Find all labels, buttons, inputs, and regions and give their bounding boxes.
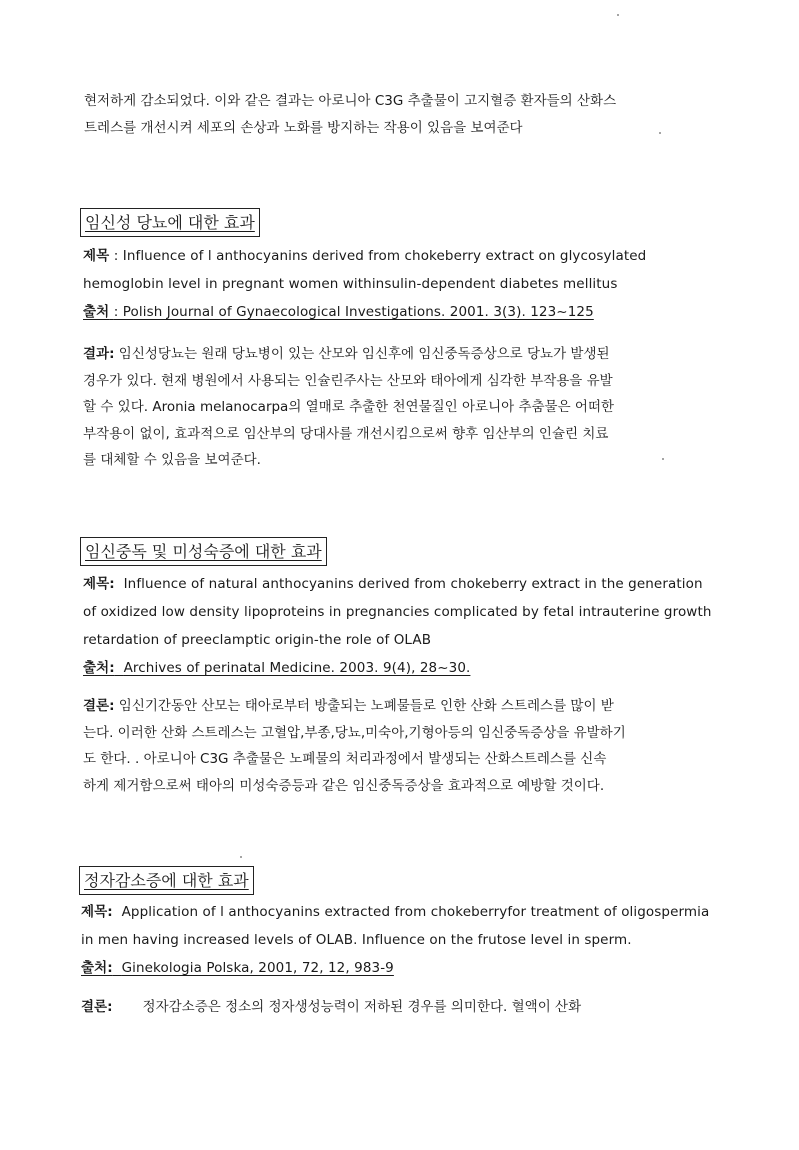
title-label: 제목:	[81, 904, 113, 920]
result-text: 부작용이 없이, 효과적으로 임산부의 당대사를 개선시킴으로써 향후 임산부의 인슐린 치료	[83, 425, 609, 442]
source-label: 출처:	[83, 660, 115, 676]
title-text: Influence of natural anthocyanins derived from chokeberry extract in the generation	[123, 576, 703, 592]
title-text: : Influence of l anthocyanins derived from chokeberry extract on glycosylated	[113, 248, 647, 264]
section-result	[81, 994, 693, 1021]
intro-line: 현저하게 감소되었다. 이와 같은 결과는 아로니아 C3G 추출물이 고지혈증 환자들의 산화스	[84, 93, 617, 109]
scan-speck	[659, 132, 661, 134]
result-label: 결과:	[83, 346, 115, 362]
source-text: Ginekologia Polska, 2001, 72, 12, 983-9	[121, 960, 394, 976]
section-title	[83, 570, 712, 682]
section-result	[83, 693, 695, 799]
section-result	[83, 341, 695, 474]
result-text: 임신성당뇨는 원래 당뇨병이 있는 산모와 임신후에 임신중독증상으로 당뇨가 발생된	[118, 346, 610, 362]
result-text: 를 대체할 수 있음을 보여준다.	[83, 452, 261, 468]
result-text: 하게 제거함으로써 태아의 미성숙증등과 같은 임신중독증상을 효과적으로 예방할 것이다.	[83, 777, 605, 794]
title-text: retardation of preeclamptic origin-the role of OLAB	[83, 632, 432, 648]
intro-paragraph	[84, 88, 696, 141]
source-label: 출처	[83, 304, 110, 320]
title-text: hemoglobin level in pregnant women withinsulin-dependent diabetes mellitus	[83, 276, 618, 292]
source-text: : Polish Journal of Gynaecological Investigations. 2001. 3(3). 123~125	[113, 304, 594, 320]
result-text: 정자감소증은 정소의 정자생성능력이 저하된 경우를 의미한다. 혈액이 산화	[142, 999, 582, 1015]
result-label: 결론:	[81, 999, 113, 1015]
result-text: 경우가 있다. 현재 병원에서 사용되는 인슐린주사는 산모와 태아에게 심각한 부작용을 유발	[83, 372, 613, 389]
intro-line: 트레스를 개선시켜 세포의 손상과 노화를 방지하는 작용이 있음을 보여준다	[84, 119, 523, 136]
result-label: 결론:	[83, 698, 115, 714]
section-heading: 정자감소증에 대한 효과	[79, 866, 254, 895]
title-label: 제목	[83, 248, 110, 264]
title-label: 제목:	[83, 576, 115, 592]
result-text: 는다. 이러한 산화 스트레스는 고혈압,부종,당뇨,미숙아,기형아등의 임신중독증상을 유발하기	[83, 724, 626, 741]
title-text: Application of l anthocyanins extracted from chokeberryfor treatment of oligospermia	[121, 904, 710, 920]
source-text: Archives of perinatal Medicine. 2003. 9(4), 28~30.	[123, 660, 471, 676]
title-text: of oxidized low density lipoproteins in pregnancies complicated by fetal intrauterine growth	[83, 604, 712, 620]
section-heading: 임신성 당뇨에 대한 효과	[80, 208, 260, 237]
result-text: 임신기간동안 산모는 태아로부터 방출되는 노폐물들로 인한 산화 스트레스를 많이 받	[118, 698, 614, 714]
scan-speck	[240, 856, 242, 858]
result-text: 도 한다. . 아로니아 C3G 추출물은 노폐물의 처리과정에서 발생되는 산화스트레스를 신속	[83, 751, 607, 767]
title-text: in men having increased levels of OLAB. Influence on the frutose level in sperm.	[81, 932, 632, 948]
scan-speck	[617, 14, 619, 16]
result-text: 할 수 있다. Aronia melanocarpa의 열매로 추출한 천연물질인 아로니아 추춤물은 어떠한	[83, 399, 615, 415]
source-label: 출처:	[81, 960, 113, 976]
section-title	[81, 898, 710, 982]
section-title	[83, 242, 703, 326]
section-heading: 임신중독 및 미성숙증에 대한 효과	[80, 537, 327, 566]
scan-speck	[662, 458, 664, 460]
